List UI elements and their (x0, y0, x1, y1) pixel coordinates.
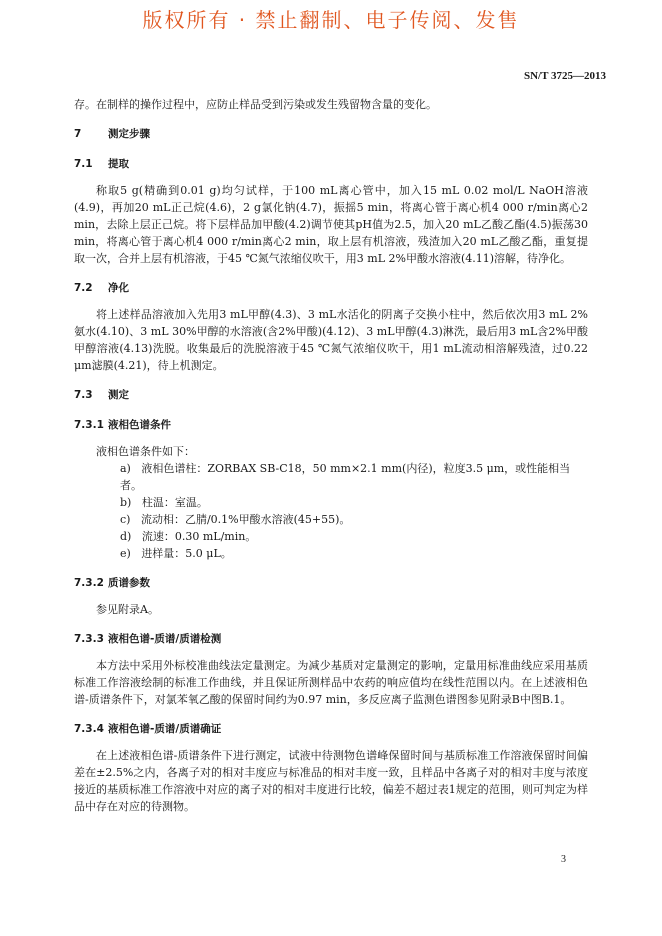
lcms-confirmation-paragraph: 在上述液相色谱-质谱条件下进行测定，试液中待测物色谱峰保留时间与基质标准工作溶液保留时间偏差在±2.5%之内，各离子对的相对丰度应与标准品的相对丰度一致，且样品中各离子对的相对丰度与浓度接近的基质标准工作溶液中对应的离子对的相对丰度进行比较，偏差不超过表1规定的范围，则可判定为样品中存在对应的待测物。 (74, 749, 588, 813)
list-marker: a) (120, 462, 131, 475)
list-item (74, 460, 588, 494)
section-title: 质谱参数 (108, 577, 150, 589)
list-text: 柱温：室温。 (141, 496, 208, 509)
list-marker: c) (120, 513, 131, 526)
document-body (74, 96, 588, 815)
section-number: 7.3.4 (74, 723, 104, 735)
section-number: 7.2 (74, 282, 93, 294)
lcms-detection-paragraph: 本方法中采用外标校准曲线法定量测定。为减少基质对定量测定的影响，定量用标准曲线应采用基质标准工作溶液绘制的标准工作曲线，并且保证所测样品中农药的响应值均在线性范围以内。在上述液相色谱-质谱条件下，对氯苯氧乙酸的保留时间约为0.97 min，多反应离子监测色谱图参见附录B中图B.1。 (74, 659, 588, 706)
lc-conditions-intro: 液相色谱条件如下： (96, 445, 195, 458)
section-title: 净化 (108, 282, 129, 294)
section-7-3-1-heading (74, 417, 588, 434)
list-marker: b) (120, 496, 132, 509)
section-title: 液相色谱-质谱/质谱确证 (108, 723, 222, 735)
continuation-paragraph: 存。在制样的操作过程中，应防止样品受到污染或发生残留物含量的变化。 (74, 98, 437, 111)
section-number: 7.1 (74, 158, 93, 170)
list-item (74, 494, 588, 511)
section-number: 7 (74, 128, 82, 140)
section-title: 液相色谱条件 (108, 419, 171, 431)
section-7-3-4-heading (74, 721, 588, 738)
section-number: 7.3.1 (74, 419, 104, 431)
list-marker: e) (120, 547, 131, 560)
list-item (74, 511, 588, 528)
page-number: 3 (561, 854, 566, 865)
section-title: 测定 (108, 389, 129, 401)
section-7-heading (74, 126, 588, 143)
copyright-banner: 版权所有 · 禁止翻制、电子传阅、发售 (142, 8, 520, 32)
list-text: 进样量：5.0 μL。 (141, 547, 232, 560)
section-title: 测定步骤 (108, 128, 150, 140)
section-number: 7.3 (74, 389, 93, 401)
extraction-paragraph: 称取5 g(精确到0.01 g)均匀试样，于100 mL离心管中，加入15 mL 0.02 mol/L NaOH溶液(4.9)，再加20 mL正己烷(4.6)，2 g氯化钠(4.7)，振摇5 min，将离心管于离心机4 000 r/min离心2 min，去除上层正己烷。将下层样品加甲酸(4.2)调节使其pH值为2.5，加入20 mL乙酸乙酯(4.5)振荡30 min，将离心管于离心机4 000 r/min离心2 min，取上层有机溶液，残渣加入20 mL乙酸乙酯，重复提取一次，合并上层有机溶液，于45 ℃氮气浓缩仪吹干，用3 mL 2%甲酸水溶液(4.11)溶解，待净化。 (74, 184, 588, 265)
list-item (74, 528, 588, 545)
section-7-3-3-heading (74, 631, 588, 648)
list-marker: d) (120, 530, 132, 543)
ms-parameters-paragraph: 参见附录A。 (96, 603, 159, 616)
section-title: 提取 (108, 158, 129, 170)
purification-paragraph: 将上述样品溶液加入先用3 mL甲醇(4.3)、3 mL水活化的阴离子交换小柱中，然后依次用3 mL 2%氨水(4.10)、3 mL 30%甲醇的水溶液(含2%甲酸)(4.12)、3 mL甲醇(4.3)淋洗，最后用3 mL含2%甲酸甲醇溶液(4.13)洗脱。收集最后的洗脱溶液于45 ℃氮气浓缩仪吹干，用1 mL流动相溶解残渣，过0.22 μm滤膜(4.21)，待上机测定。 (74, 308, 588, 372)
list-item (74, 545, 588, 562)
lc-conditions-list (74, 460, 588, 562)
section-7-2-heading (74, 280, 588, 297)
list-text: 流动相：乙腈/0.1%甲酸水溶液(45+55)。 (140, 513, 351, 526)
section-number: 7.3.2 (74, 577, 104, 589)
section-7-3-heading (74, 387, 588, 404)
list-text: 液相色谱柱：ZORBAX SB-C18，50 mm×2.1 mm(内径)，粒度3.5 μm，或性能相当者。 (120, 462, 571, 492)
standard-code: SN/T 3725—2013 (523, 70, 606, 82)
section-7-3-2-heading (74, 575, 588, 592)
section-number: 7.3.3 (74, 633, 104, 645)
list-text: 流速：0.30 mL/min。 (141, 530, 257, 543)
section-title: 液相色谱-质谱/质谱检测 (108, 633, 222, 645)
section-7-1-heading (74, 156, 588, 173)
